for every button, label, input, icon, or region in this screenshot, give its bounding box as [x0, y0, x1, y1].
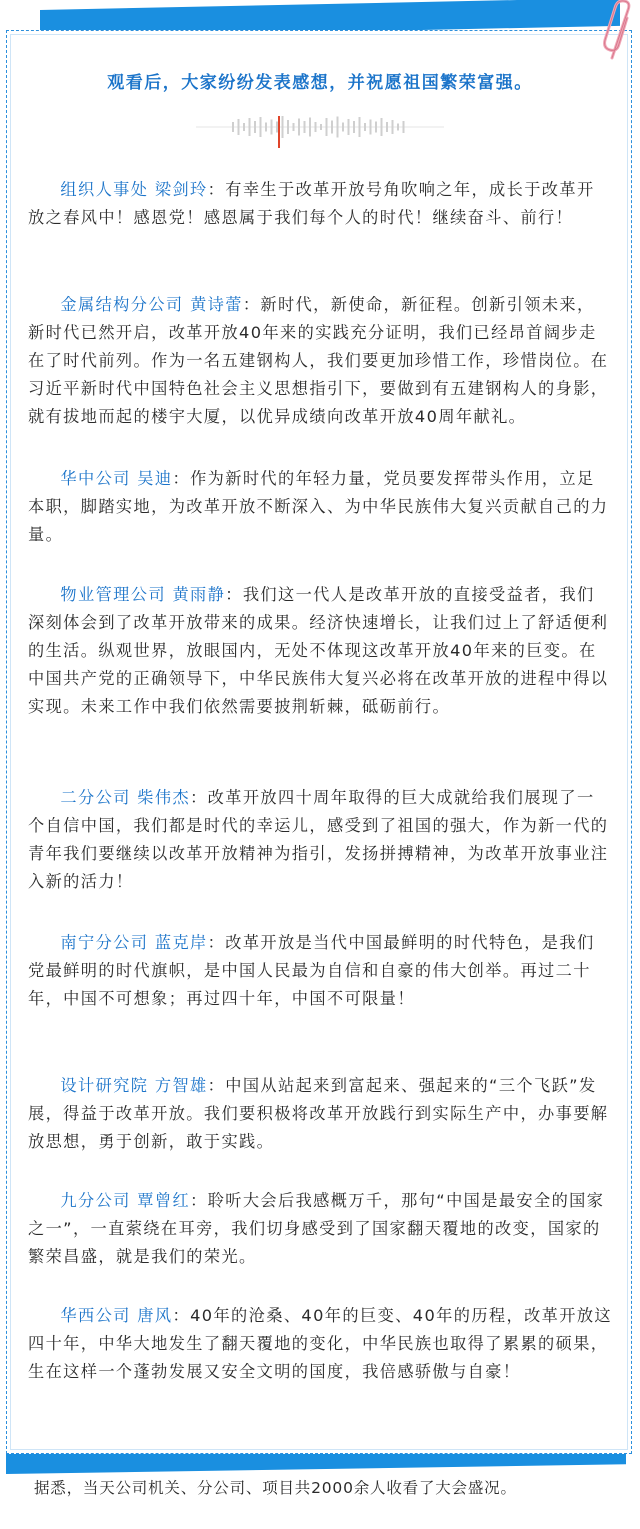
wave-bar	[232, 122, 234, 132]
speaker-unit: 组织人事处	[60, 180, 149, 199]
wave-bar	[403, 121, 405, 133]
speaker-name: 吴迪	[137, 469, 173, 488]
speaker-unit: 物业管理公司	[60, 585, 166, 604]
speaker-unit: 二分公司	[60, 788, 131, 807]
speaker-name: 黄诗蕾	[190, 295, 243, 314]
comment-text: ：作为新时代的年轻力量，党员要发挥带头作用，立足本职，脚踏实地，为改革开放不断深入、为中华民族伟大复兴贡献自己的力量。	[28, 469, 609, 544]
wave-bar	[271, 120, 273, 135]
wave-bar	[315, 122, 317, 132]
comment-paragraph-5	[28, 784, 612, 896]
footer-note: 据悉，当天公司机关、分公司、项目共2000余人收看了大会盛况。	[34, 1479, 517, 1497]
wave-bar	[392, 120, 394, 134]
comment-text: ：新时代，新使命，新征程。创新引领未来，新时代已然开启，改革开放40年来的实践充分证明，我们已经昂首阔步走在了时代前列。作为一名五建钢构人，我们要更加珍惜工作，珍惜岗位。在习近平新时代中国特色社会主义思想指引下，要做到有五建钢构人的身影，就有拔地而起的楼宇大厦，以优异成绩向改革开放40周年献礼。	[28, 295, 609, 426]
wave-bar	[331, 121, 333, 134]
comment-text: ：40年的沧桑、40年的巨变、40年的历程，改革开放这四十年，中华大地发生了翻天覆地的变化，中华民族也取得了累累的硕果，生在这样一个蓬勃发展又安全文明的国度，我倍感骄傲与自豪！	[28, 1306, 613, 1381]
comment-paragraph-4	[28, 581, 612, 721]
wave-bar	[364, 123, 366, 131]
headline: 观看后，大家纷纷发表感想，并祝愿祖国繁荣富强。	[107, 73, 533, 93]
soundwave-divider	[196, 114, 444, 150]
wave-bar	[320, 124, 322, 130]
wave-bar	[243, 123, 245, 131]
wave-bar	[326, 118, 328, 136]
wave-bar	[386, 122, 388, 132]
comment-paragraph-2	[28, 291, 612, 431]
comment-paragraph-9	[28, 1302, 612, 1386]
comment-paragraph-8	[28, 1187, 612, 1271]
speaker-unit: 九分公司	[60, 1191, 131, 1210]
wave-bar	[260, 117, 262, 137]
wave-bar	[375, 122, 377, 133]
speaker-name: 覃曾红	[137, 1191, 191, 1210]
speaker-unit: 设计研究院	[60, 1076, 149, 1095]
comment-text: ：改革开放四十周年取得的巨大成就给我们展现了一个自信中国，我们都是时代的幸运儿，感受到了祖国的强大，作为新一代的青年我们要继续以改革开放精神为指引，发扬拼搏精神，为改革开放事业注入新的活力！	[28, 788, 609, 891]
comment-text: ：有幸生于改革开放号角吹响之年，成长于改革开放之春风中！感恩党！感恩属于我们每个人的时代！继续奋斗、前行！	[28, 180, 595, 227]
wave-bar	[348, 119, 350, 135]
speaker-unit: 金属结构分公司	[60, 295, 184, 314]
speaker-name: 方智雄	[154, 1076, 208, 1095]
wave-bar	[254, 121, 256, 133]
comment-text: ：改革开放是当代中国最鲜明的时代特色，是我们党最鲜明的时代旗帜，是中国人民最为自信和自豪的伟大创举。再过二十年，中国不可想象；再过四十年，中国不可限量！	[28, 933, 595, 1008]
speaker-name: 柴伟杰	[137, 788, 191, 807]
wave-bar	[309, 118, 311, 137]
wave-bar	[304, 121, 306, 133]
wave-bar	[370, 120, 372, 135]
comment-paragraph-7	[28, 1072, 612, 1156]
comment-paragraph-1	[28, 176, 612, 232]
wave-bar	[298, 119, 300, 136]
comment-text: ：我们这一代人是改革开放的直接受益者，我们深刻体会到了改革开放带来的成果。经济快速增长，让我们过上了舒适便利的生活。纵观世界，放眼国内，无处不体现这改革开放40年来的巨变。在中国共产党的正确领导下，中华民族伟大复兴必将在改革开放的进程中得以实现。未来工作中我们依然需要披荆斩棘，砥砺前行。	[28, 585, 609, 716]
wave-bar	[265, 123, 267, 132]
paperclip-icon	[602, 0, 638, 64]
speaker-unit: 南宁分公司	[60, 933, 149, 952]
wave-bar	[249, 118, 251, 136]
wave-bar	[287, 120, 289, 134]
speaker-unit: 华中公司	[60, 469, 131, 488]
wave-bar	[293, 123, 295, 131]
wave-bar	[276, 122, 278, 133]
wave-bar	[359, 117, 361, 137]
comment-paragraph-3	[28, 465, 612, 549]
speaker-name: 梁剑玲	[154, 180, 208, 199]
wave-bar	[342, 123, 344, 132]
wave-bar	[397, 124, 399, 131]
comment-paragraph-6	[28, 929, 612, 1013]
wave-bar	[353, 121, 355, 133]
wave-bar	[337, 117, 339, 138]
speaker-name: 蓝克岸	[154, 933, 208, 952]
speaker-name: 唐风	[137, 1306, 173, 1325]
wave-bar	[238, 119, 240, 135]
comment-text: ：中国从站起来到富起来、强起来的“三个飞跃”发展，得益于改革开放。我们要积极将改革开放践行到实际生产中，办事要解放思想，勇于创新，敢于实践。	[28, 1076, 609, 1151]
wave-bar	[282, 116, 284, 138]
speaker-name: 黄雨静	[172, 585, 226, 604]
comment-text: ：聆听大会后我感概万千，那句“中国是最安全的国家之一”，一直萦绕在耳旁，我们切身感受到了国家翻天覆地的改变，国家的繁荣昌盛，就是我们的荣光。	[28, 1191, 605, 1266]
wave-bar	[381, 118, 383, 136]
speaker-unit: 华西公司	[60, 1306, 131, 1325]
